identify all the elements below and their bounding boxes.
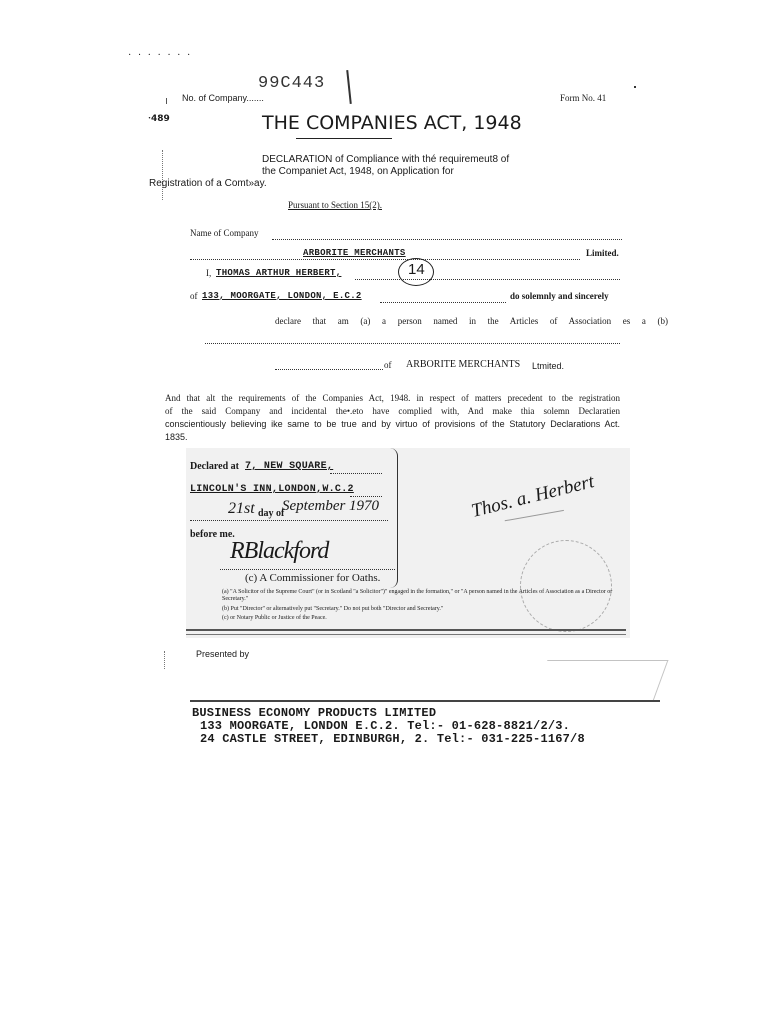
commissioner-signature: RBlackford bbox=[230, 538, 329, 564]
margin-tick bbox=[166, 98, 167, 104]
declared-date-line bbox=[190, 519, 388, 521]
footnote-b: (b) Put "Director" or alternatively put "Secretary." Do not put both "Director and Secretary." bbox=[222, 606, 444, 612]
body-line-3: conscientiously believing ike same to be true and by virtuo of provisions of the Statutory Declarations Act. bbox=[165, 419, 620, 429]
stamp-bracket bbox=[346, 70, 352, 104]
presented-margin-mark bbox=[164, 651, 166, 669]
presenter-line-1: BUSINESS ECONOMY PRODUCTS LIMITED bbox=[192, 706, 437, 720]
of-company-blank bbox=[275, 368, 383, 370]
declaration-line-2: the Companiet Act, 1948, on Application for bbox=[262, 166, 454, 177]
form-number: Form No. 41 bbox=[560, 93, 607, 103]
declared-brace bbox=[389, 448, 398, 588]
presenter-rule bbox=[190, 700, 660, 702]
declarant-signature: Thos. a. Herbert bbox=[469, 471, 597, 522]
stamped-company-number: 99C443 bbox=[258, 74, 326, 93]
presenter-line-3: 24 CASTLE STREET, EDINBURGH, 2. Tel:- 031-225-1167/8 bbox=[200, 732, 585, 746]
body-line-1: And that alt the requirements of the Companies Act, 1948. in respect of matters precedent to tbe registration bbox=[165, 393, 620, 403]
body-line-2: of the said Company and incidental the•.eto have complied with, And make thia solemn Declaratien bbox=[165, 406, 620, 416]
declared-day: 21st bbox=[228, 500, 255, 517]
scan-marks: · · · · · · · bbox=[128, 50, 193, 61]
company-name-value: ARBORITE MERCHANTS bbox=[303, 248, 406, 258]
declared-place-dotted-1 bbox=[330, 472, 382, 474]
declarant-dotted bbox=[355, 278, 620, 280]
limited-suffix: Limited. bbox=[586, 248, 619, 258]
margin-stamp: ·𝟰𝟴𝟵 bbox=[148, 113, 170, 123]
of-company-name: ARBORITE MERCHANTS bbox=[406, 359, 521, 370]
panel-rule-2 bbox=[186, 634, 626, 635]
presenter-line-2: 133 MOORGATE, LONDON E.C.2. Tel:- 01-628-8821/2/3. bbox=[200, 719, 571, 733]
margin-dotted-line bbox=[162, 150, 164, 200]
solemnly-text: do solemnly and sincerely bbox=[510, 291, 609, 301]
circled-number: 14 bbox=[408, 261, 425, 278]
declare-blank-line bbox=[205, 342, 620, 344]
declared-place-line-1: 7, NEW SQUARE, bbox=[245, 461, 334, 472]
company-name-dotted bbox=[272, 238, 622, 240]
title-underline bbox=[296, 138, 392, 139]
declaration-line-3: Registration of a Comt»ay. bbox=[149, 178, 267, 189]
declarant-address: 133, MOORGATE, LONDON, E.C.2 bbox=[202, 291, 362, 301]
panel-rule-1 bbox=[186, 629, 626, 631]
document-title: THE COMPANIES ACT, 1948 bbox=[262, 112, 522, 134]
pursuant-section: Pursuant to Section 15(2). bbox=[288, 200, 382, 210]
scan-dot bbox=[634, 86, 636, 88]
declared-place-line-2: LINCOLN'S INN,LONDON,W.C.2 bbox=[190, 484, 354, 495]
declaration-line-1: DECLARATION of Compliance with thé requiremeut8 of bbox=[262, 154, 510, 165]
footnote-c: (c) or Notary Public or Justice of the Peace. bbox=[222, 615, 327, 621]
i-label: I, bbox=[206, 268, 212, 278]
company-name-line bbox=[190, 258, 580, 260]
commissioner-signature-line bbox=[220, 568, 395, 570]
of-label: of bbox=[190, 291, 198, 301]
address-dotted bbox=[380, 301, 506, 303]
presented-by-label: Presented by bbox=[196, 649, 250, 659]
day-of-label: day of bbox=[258, 508, 285, 519]
declared-place-dotted-2 bbox=[350, 495, 382, 497]
body-line-4: 1835. bbox=[165, 432, 188, 442]
of-company-prefix: of bbox=[384, 360, 392, 370]
corner-scan-marks bbox=[533, 660, 669, 701]
declared-at-label: Declared at bbox=[190, 461, 239, 472]
declarant-name: THOMAS ARTHUR HERBERT, bbox=[216, 268, 342, 278]
company-number-label: No. of Company....... bbox=[182, 93, 264, 103]
declare-line: declare that am (a) a person named in the Articles of Association es a (b) bbox=[275, 316, 668, 326]
company-name-label: Name of Company bbox=[190, 228, 259, 238]
footnote-a: (a) "A Solicitor of the Supreme Court" (or in Scotland "a Solicitor")" engaged in the formation," or "A person named in the Articles of Association as a Director or Secretary." bbox=[222, 589, 613, 602]
commissioner-label: (c) A Commissioner for Oaths. bbox=[245, 572, 381, 584]
before-me: before me. bbox=[190, 529, 235, 540]
declared-month-year: September 1970 bbox=[282, 498, 380, 514]
of-company-suffix: Ltmited. bbox=[532, 361, 565, 371]
